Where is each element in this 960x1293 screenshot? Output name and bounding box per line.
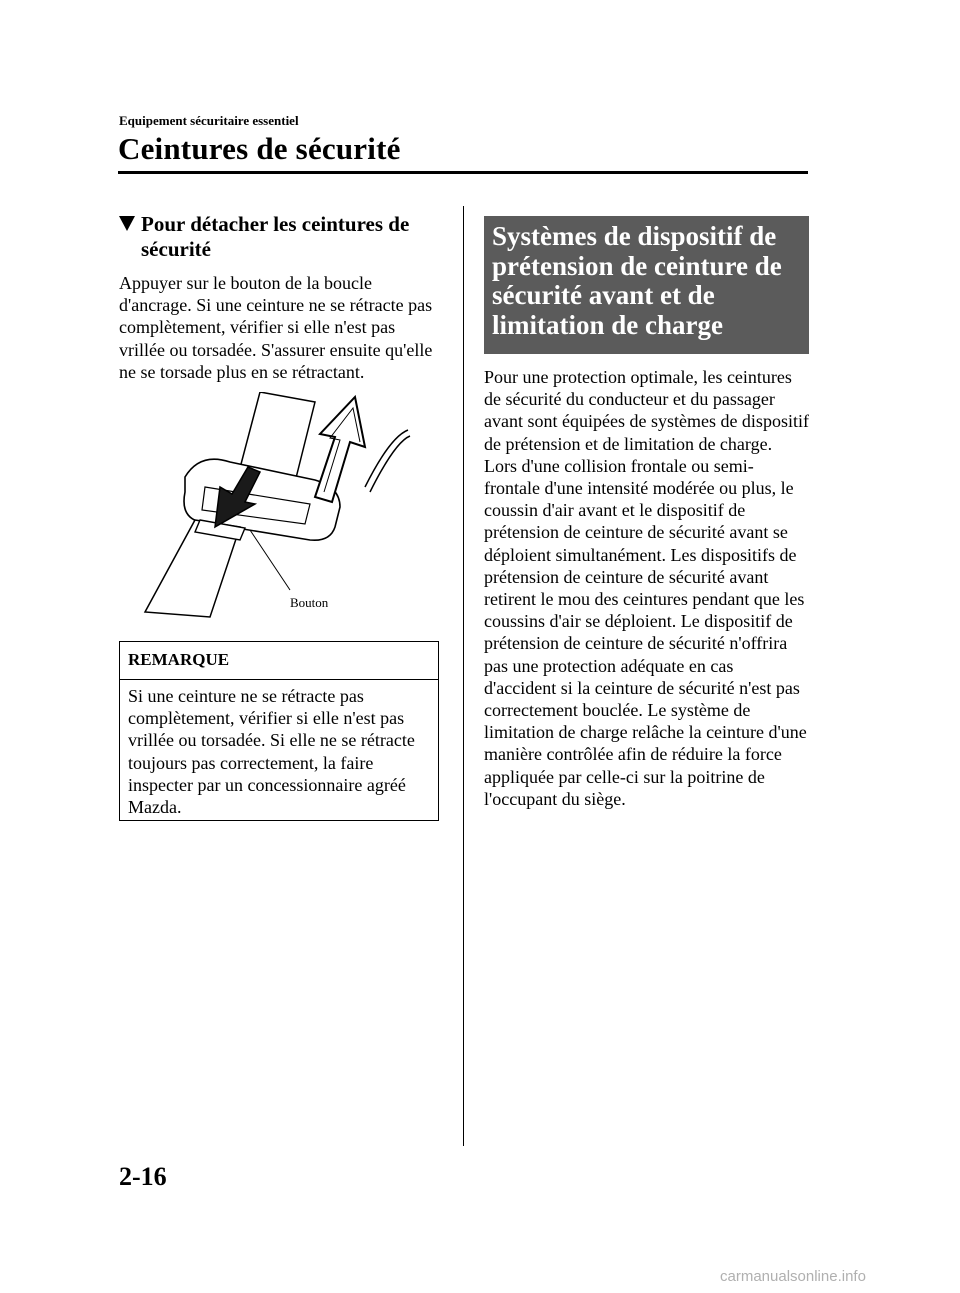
subheading-text: Pour détacher les ceintures de sécurité [141,212,410,261]
instruction-paragraph: Appuyer sur le bouton de la boucle d'ancrage. Si une ceinture ne se rétracte pas complètement, vérifier si elle n'est pas vrillée ou torsadée. S'assurer ensuite qu'elle ne se torsade plus en se rétractant. [119,273,433,382]
header-rule [118,171,808,174]
right-column [484,216,809,810]
seatbelt-buckle-illustration [140,392,420,622]
page-title: Ceintures de sécurité [118,131,401,166]
buckle-drawing [140,392,420,622]
note-box [119,641,439,821]
page-number: 2-16 [119,1162,167,1191]
left-column [119,212,444,383]
section-banner: Systèmes de dispositif de prétension de ceinture de sécurité avant et de limitation de charge [484,216,809,354]
note-text: Si une ceinture ne se rétracte pas complètement, vérifier si elle n'est pas vrillée ou torsadée. Si elle ne se rétracte toujours pas correctement, la faire inspecter par un concessionnaire agréé Mazda. [128,686,415,818]
pretensioner-paragraph: Pour une protection optimale, les ceintures de sécurité du conducteur et du passager avant sont équipées de systèmes de dispositif de prétension et de limitation de charge. Lors d'une collision frontale ou semi-frontale d'une intensité modérée ou plus, le coussin d'air avant et le dispositif de prétension de ceinture de sécurité avant se déploient simultanément. Les dispositifs de prétension de ceinture de sécurité avant retirent le mou des ceintures pendant que les coussins d'air se déploient. Le dispositif de prétension de ceinture de sécurité n'offrira pas une protection adéquate en cas d'accident si la ceinture de sécurité n'est pas correctement bouclée. Le système de limitation de charge relâche la ceinture d'une manière contrôlée afin de réduire la force appliquée par celle-ci sur la poitrine de l'occupant du siège. [484,367,809,809]
subheading [119,212,444,262]
triangle-bullet-icon [119,216,135,231]
section-name: Equipement sécuritaire essentiel [119,113,299,128]
button-label: Bouton [290,595,329,610]
column-divider [463,206,464,1146]
note-title: REMARQUE [120,642,438,680]
watermark: carmanualsonline.info [720,1268,866,1285]
